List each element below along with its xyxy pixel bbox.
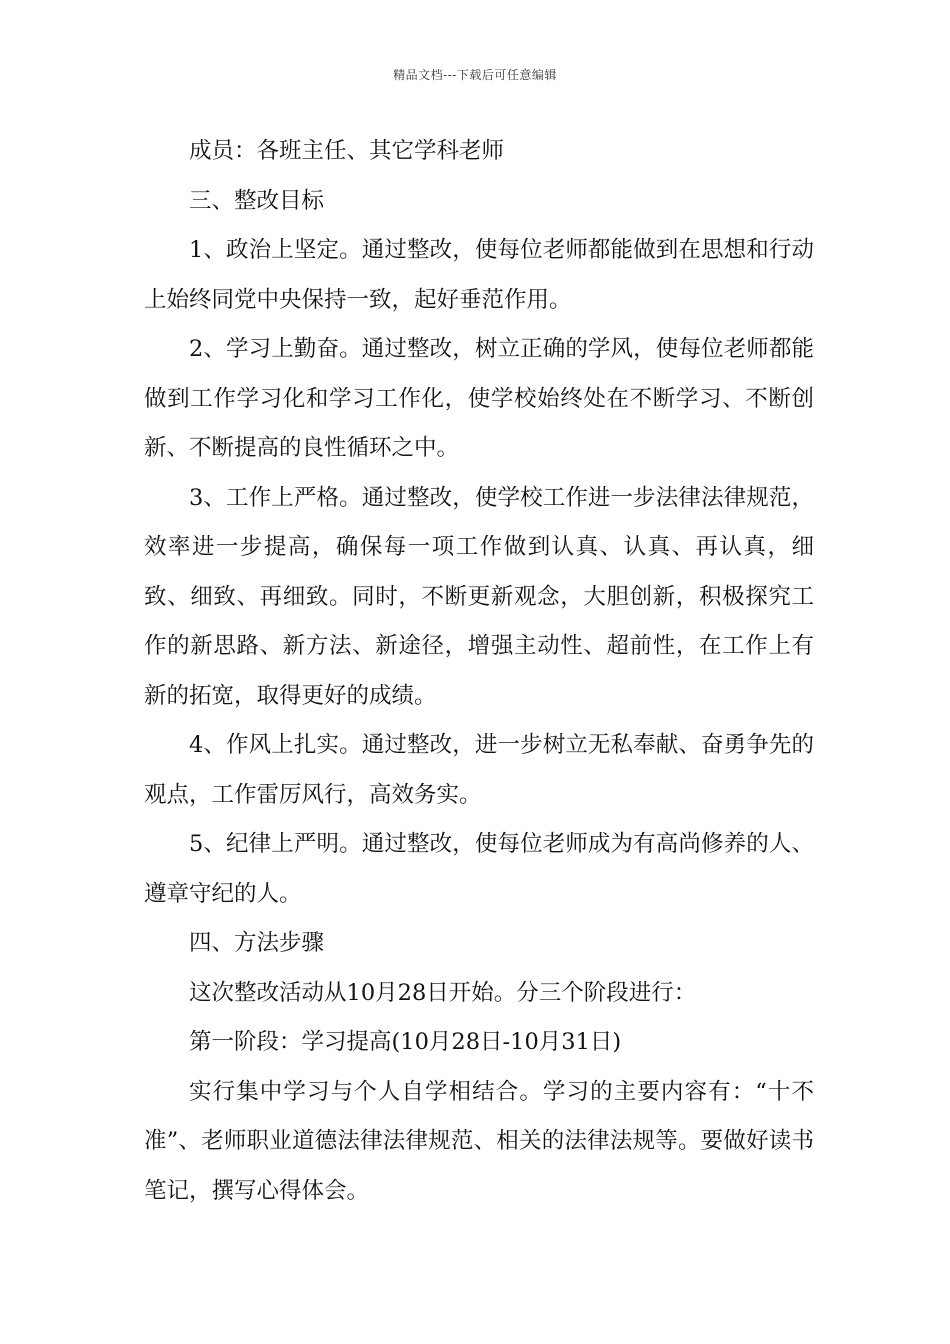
phase-one-heading: 第一阶段：学习提高(10月28日-10月31日)	[189, 1029, 622, 1055]
section-heading-methods: 四、方法步骤	[189, 930, 325, 956]
page-header: 精品文档---下载后可任意编辑	[393, 68, 557, 82]
phase-one-description: 实行集中学习与个人自学相结合。学习的主要内容有：“十不准”、老师职业道德法律法律规范、相关的法律法规等。要做好读书笔记，撰写心得体会。	[144, 1078, 814, 1204]
activity-intro: 这次整改活动从10月28日开始。分三个阶段进行：	[189, 979, 697, 1006]
goal-discipline: 5、纪律上严明。通过整改，使每位老师成为有高尚修养的人、遵章守纪的人。	[144, 831, 814, 907]
section-heading-goals: 三、整改目标	[189, 187, 325, 214]
members-line: 成员：各班主任、其它学科老师	[189, 138, 505, 164]
goal-political: 1、政治上坚定。通过整改，使每位老师都能做到在思想和行动上始终同党中央保持一致，起好垂范作用。	[144, 237, 814, 313]
document-body	[144, 127, 814, 1216]
goal-style: 4、作风上扎实。通过整改，进一步树立无私奉献、奋勇争先的观点，工作雷厉风行，高效务实。	[144, 732, 814, 808]
goal-work: 3、工作上严格。通过整改，使学校工作进一步法律法律规范，效率进一步提高，确保每一项工作做到认真、认真、再认真，细致、细致、再细致。同时，不断更新观念，大胆创新，积极探究工作的新思路、新方法、新途径，增强主动性、超前性，在工作上有新的拓宽，取得更好的成绩。	[144, 484, 814, 709]
goal-study: 2、学习上勤奋。通过整改，树立正确的学风，使每位老师都能做到工作学习化和学习工作化，使学校始终处在不断学习、不断创新、不断提高的良性循环之中。	[144, 336, 814, 461]
